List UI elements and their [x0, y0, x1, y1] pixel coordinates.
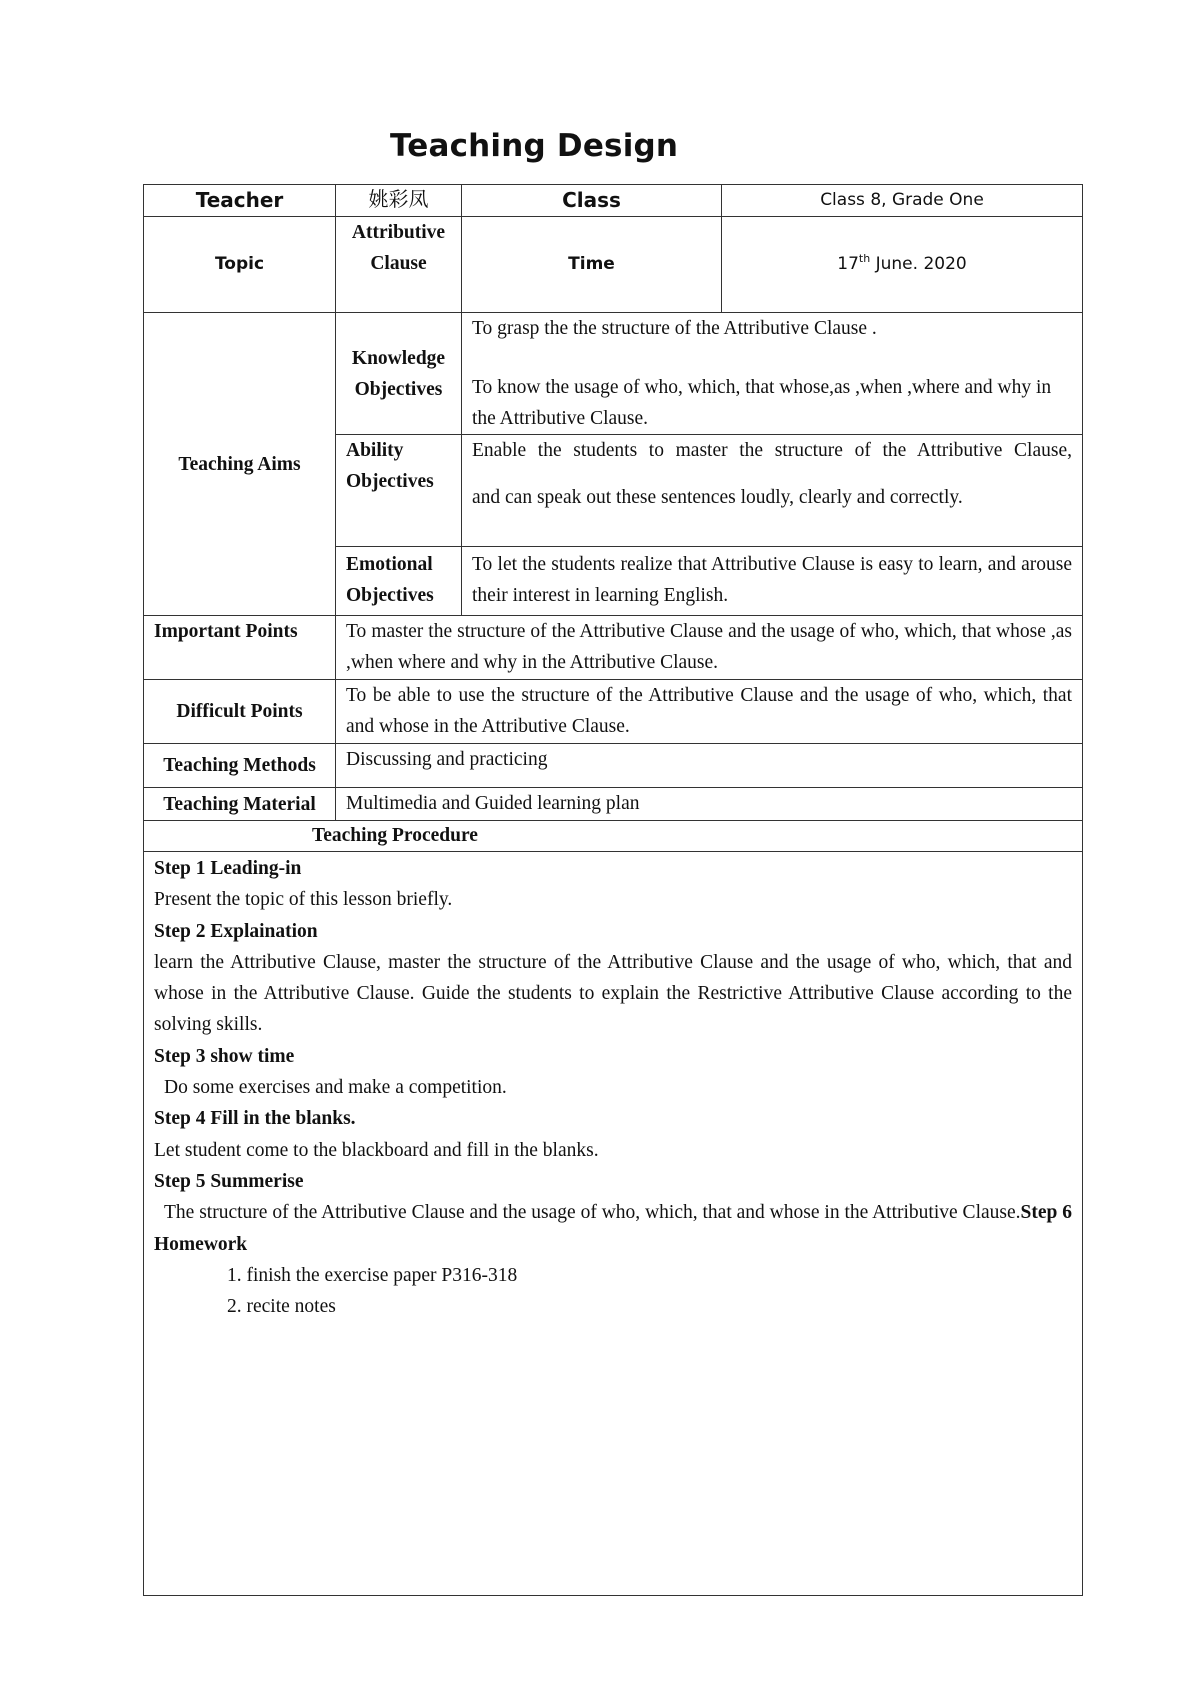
step2-text: learn the Attributive Clause, master the structure of the Attributive Clause and the usage of who, which, that and whose in the Attributive Clause. Guide the students to explain the Restrictive Attributive Clause according to the solving skills. — [154, 951, 1072, 1036]
topic-value-line2: Clause — [370, 253, 427, 274]
step6-title: Step 6 Homework — [154, 1202, 1072, 1255]
ability-objectives-text — [462, 435, 1082, 547]
step5-paragraph — [154, 1197, 1072, 1260]
step3-title: Step 3 show time — [154, 1045, 295, 1067]
ability-text-1: Enable the students to master the structure of the Attributive Clause, — [472, 440, 1072, 461]
class-label: Class — [462, 185, 722, 217]
time-suffix: th — [858, 252, 871, 265]
teaching-aims-label: Teaching Aims — [144, 313, 336, 616]
teaching-material-label: Teaching Material — [144, 788, 336, 821]
knowledge-text-2: To know the usage of who, which, that whose,as ,when ,where and why in the Attributive Clause. — [472, 377, 1052, 429]
time-label: Time — [462, 217, 722, 313]
time-value — [722, 217, 1082, 313]
step1-title: Step 1 Leading-in — [154, 858, 302, 879]
ability-text-2: and can speak out these sentences loudly, clearly and correctly. — [472, 487, 963, 508]
class-value: Class 8, Grade One — [722, 185, 1082, 217]
emotional-objectives-text: To let the students realize that Attributive Clause is easy to learn, and arouse their interest in learning English. — [462, 547, 1082, 616]
emotional-label-line1: Emotional — [346, 554, 433, 575]
step4-title: Step 4 Fill in the blanks. — [154, 1108, 356, 1130]
teaching-design-table — [143, 184, 1083, 1596]
knowledge-label-line1: Knowledge — [351, 348, 446, 369]
topic-value — [336, 217, 462, 313]
teaching-methods-label: Teaching Methods — [144, 744, 336, 788]
emotional-label-line2: Objectives — [346, 585, 434, 606]
important-points-label: Important Points — [144, 616, 336, 680]
homework-item-2: 2. recite notes — [227, 1296, 336, 1318]
step2-title: Step 2 Explaination — [154, 920, 318, 942]
knowledge-text-1: To grasp the the structure of the Attributive Clause . — [472, 318, 877, 339]
step5-text: The structure of the Attributive Clause and the usage of who, which, that and whose in the Attributive Clause. — [164, 1202, 1021, 1224]
emotional-objectives-label — [336, 547, 462, 616]
step5-title: Step 5 Summerise — [154, 1170, 304, 1192]
time-rest: June. 2020 — [870, 254, 967, 274]
teaching-methods-text: Discussing and practicing — [336, 744, 1082, 788]
knowledge-objectives-label — [336, 313, 462, 435]
step4-text: Let student come to the blackboard and fill in the blanks. — [154, 1139, 599, 1161]
knowledge-objectives-text — [462, 313, 1082, 435]
teaching-procedure-heading: Teaching Procedure — [144, 821, 1082, 852]
difficult-points-label: Difficult Points — [144, 680, 336, 744]
ability-objectives-label — [336, 435, 462, 547]
knowledge-label-line2: Objectives — [354, 379, 443, 400]
step3-text: Do some exercises and make a competition. — [164, 1077, 507, 1099]
homework-item-1: 1. finish the exercise paper P316-318 — [227, 1264, 518, 1286]
topic-label: Topic — [144, 217, 336, 313]
ability-label-line2: Objectives — [346, 471, 434, 492]
step1-text: Present the topic of this lesson briefly. — [154, 889, 453, 911]
teacher-name: 姚彩凤 — [336, 185, 462, 217]
ability-label-line1: Ability — [346, 440, 404, 461]
time-day: 17 — [837, 254, 859, 274]
procedure-body — [144, 851, 1082, 1322]
difficult-points-text: To be able to use the structure of the Attributive Clause and the usage of who, which, that and whose in the Attributive Clause. — [336, 680, 1082, 744]
teaching-material-text: Multimedia and Guided learning plan — [336, 788, 1082, 821]
teacher-label: Teacher — [144, 185, 336, 217]
page-title: Teaching Design — [390, 128, 679, 164]
important-points-text: To master the structure of the Attributive Clause and the usage of who, which, that whose ,as ,when where and why in the Attributive Clause. — [336, 616, 1082, 680]
topic-value-line1: Attributive — [351, 222, 446, 243]
